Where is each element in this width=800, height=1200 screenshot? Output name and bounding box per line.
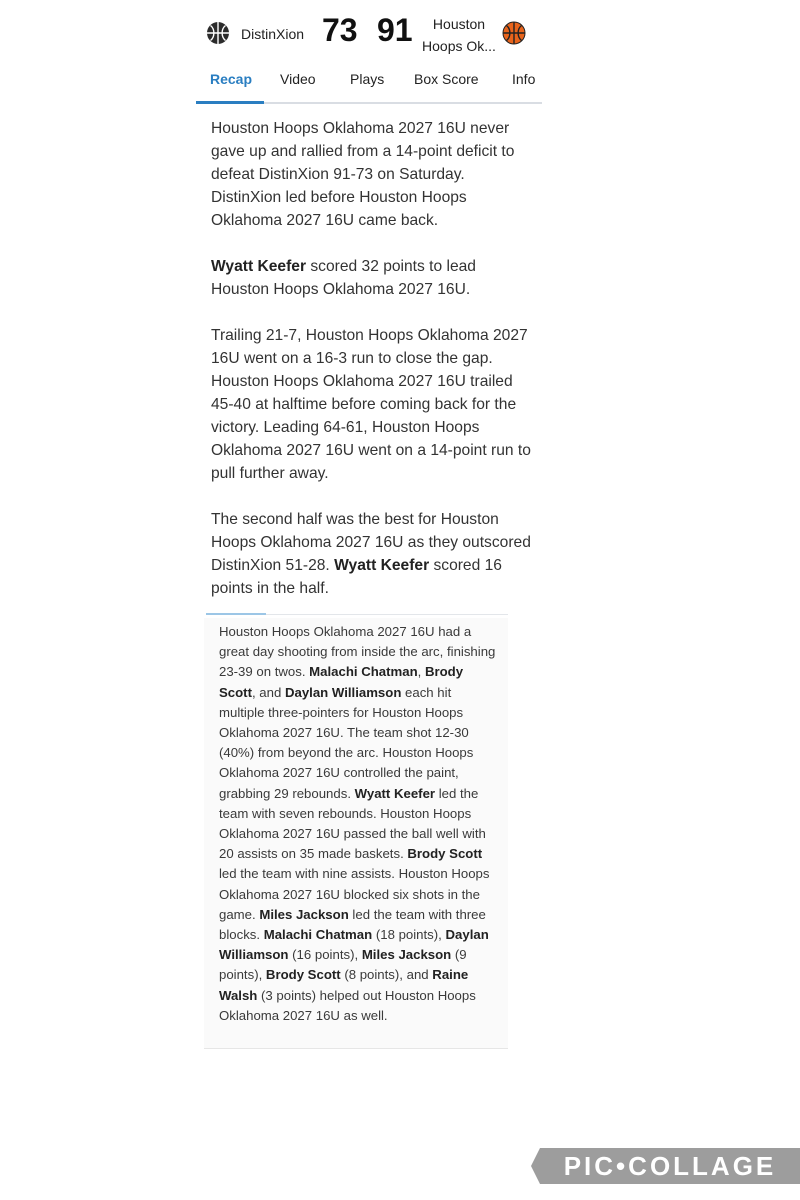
recap-paragraph — [211, 117, 531, 232]
detail-text: (9 points), — [219, 947, 467, 983]
detail-bottom-border — [204, 1048, 508, 1049]
home-team-name[interactable]: DistinXion — [241, 26, 305, 42]
recap-paragraph — [211, 255, 531, 301]
player-name: Daylan Williamson — [284, 684, 402, 700]
pic-collage-watermark: PIC•COLLAGE — [540, 1148, 800, 1184]
basketball-icon[interactable] — [502, 21, 526, 45]
detail-text: , — [417, 664, 425, 680]
tab-plays[interactable]: Plays — [350, 71, 385, 87]
player-name: Brody Scott — [219, 664, 464, 700]
away-team-name[interactable] — [422, 13, 496, 57]
stats-detail-paragraph — [204, 618, 508, 1048]
home-score: 73 — [322, 12, 358, 48]
detail-text: (3 points) helped out Houston Hoops Oklahoma 2027 16U as well. — [219, 987, 476, 1023]
scoreboard — [196, 8, 542, 60]
player-name: Malachi Chatman — [309, 664, 418, 680]
tab-recap[interactable]: Recap — [210, 71, 253, 87]
player-name: Wyatt Keefer — [334, 557, 430, 574]
player-name: Daylan Williamson — [219, 927, 489, 963]
recap-text: Trailing 21-7, Houston Hoops Oklahoma 2027 16U went on a 16-3 run to close the gap. Houston Hoops Oklahoma 2027 16U trailed 45-40 at halftime before coming back for the victory. Leading 64-61, Houston Hoops Oklahoma 2027 16U went on a 14-point run to pull further away. — [211, 327, 531, 482]
away-score: 91 — [377, 12, 413, 48]
active-tab-indicator — [196, 101, 264, 104]
recap-text: Houston Hoops Oklahoma 2027 16U never gave up and rallied from a 14-point deficit to defeat DistinXion 91-73 on Saturday. DistinXion led before Houston Hoops Oklahoma 2027 16U came back. — [211, 120, 515, 229]
recap-text: The second half was the best for Houston Hoops Oklahoma 2027 16U as they outscored DistinXion 51-28. — [211, 511, 531, 574]
recap-article — [211, 117, 531, 623]
detail-text: , and — [251, 684, 285, 700]
tab-bar — [196, 64, 542, 104]
detail-text: (8 points), and — [340, 967, 433, 983]
player-name: Raine Walsh — [219, 967, 469, 1003]
player-name: Miles Jackson — [361, 947, 452, 963]
tab-video[interactable]: Video — [280, 71, 316, 87]
detail-text: led the team with nine assists. Houston Hoops Oklahoma 2027 16U blocked six shots in the game. — [219, 866, 490, 922]
player-name: Brody Scott — [407, 846, 483, 862]
detail-text: each hit multiple three-pointers for Houston Hoops Oklahoma 2027 16U. The team shot 12-30 (40%) from beyond the arc. Houston Hoops Oklahoma 2027 16U controlled the paint, grabbing 29 rebounds. — [219, 684, 474, 801]
player-name: Wyatt Keefer — [354, 785, 436, 801]
basketball-icon[interactable] — [206, 21, 230, 45]
away-team-name-line1: Houston — [432, 16, 486, 32]
tab-info[interactable]: Info — [512, 71, 536, 87]
player-name: Miles Jackson — [259, 906, 349, 922]
detail-text: led the team with seven rebounds. Houston Hoops Oklahoma 2027 16U passed the ball well with 20 assists on 35 made baskets. — [219, 785, 486, 862]
away-team-name-line2: Hoops Ok... — [422, 38, 496, 54]
detail-text: (16 points), — [288, 947, 362, 963]
detail-text: led the team with three blocks. — [219, 906, 486, 943]
recap-paragraph — [211, 508, 531, 600]
divider-accent — [206, 613, 266, 615]
detail-text: Houston Hoops Oklahoma 2027 16U had a great day shooting from inside the arc, finishing 23-39 on twos. — [219, 624, 496, 680]
player-name: Wyatt Keefer — [211, 258, 307, 275]
detail-text: (18 points), — [372, 927, 446, 943]
recap-text: scored 32 points to lead Houston Hoops Oklahoma 2027 16U. — [211, 258, 476, 298]
recap-paragraph — [211, 324, 531, 485]
tab-box-score[interactable]: Box Score — [414, 71, 479, 87]
player-name: Malachi Chatman — [263, 927, 373, 943]
recap-text: scored 16 points in the half. — [211, 557, 502, 597]
player-name: Brody Scott — [265, 967, 341, 983]
